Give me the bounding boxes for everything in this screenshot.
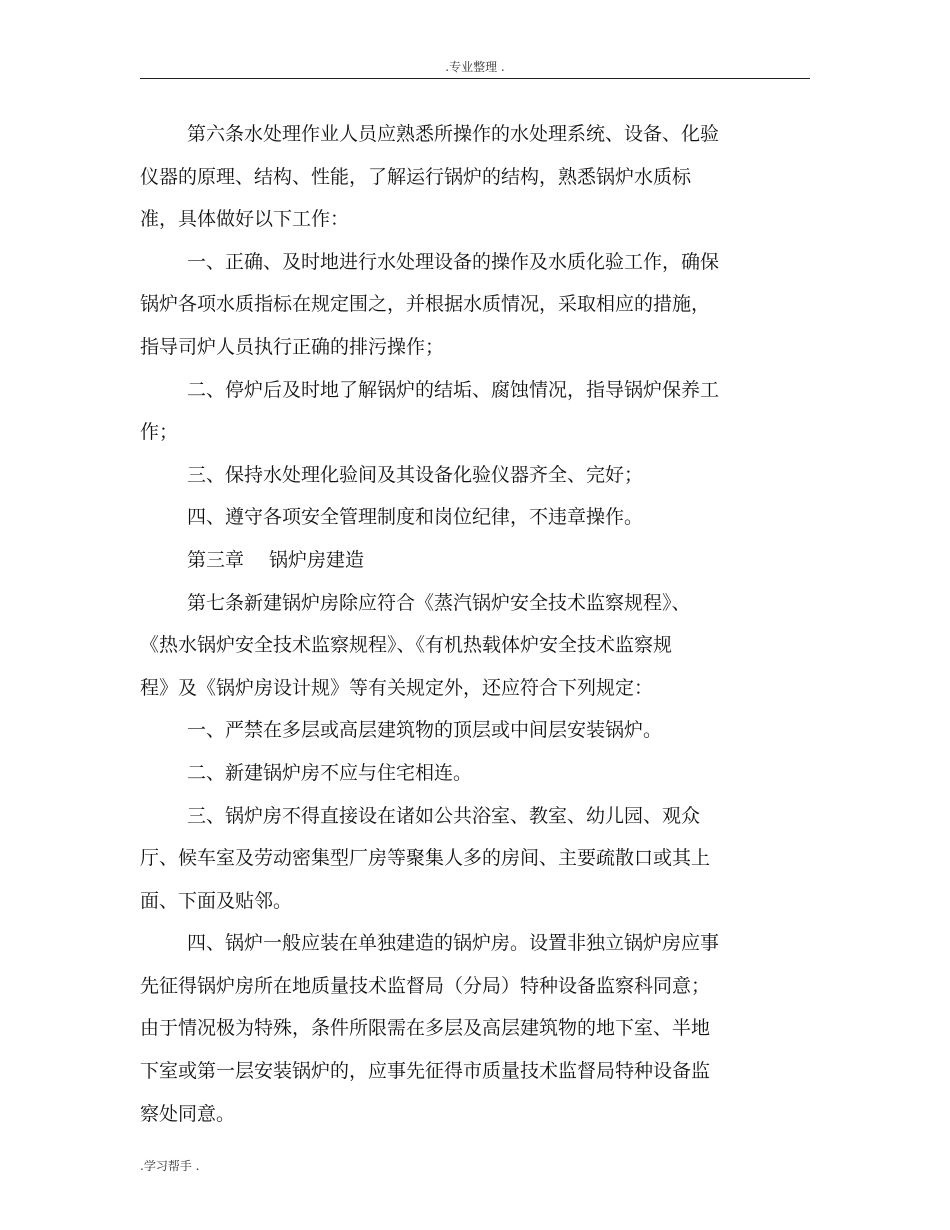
header-text: .专业整理 . [445, 60, 505, 74]
paragraph [140, 369, 760, 454]
text-line: 程》及《锅炉房设计规》等有关规定外，还应符合下列规定： [140, 676, 654, 699]
paragraph [140, 113, 760, 241]
text-line: 《热水锅炉安全技术监察规程》、《有机热载体炉安全技术监察规 [140, 634, 673, 657]
paragraph [140, 582, 760, 710]
text-line: 二、新建锅炉房不应与住宅相连。 [187, 761, 473, 784]
text-line: 下室或第一层安装锅炉的，应事先征得市质量技术监督局特种设备监 [140, 1060, 711, 1083]
document-body [140, 113, 760, 1135]
paragraph [140, 539, 760, 582]
paragraph [140, 454, 760, 497]
text-line: 作； [140, 421, 179, 444]
text-line: 仪器的原理、结构、性能，了解运行锅炉的结构，熟悉锅炉水质标 [140, 165, 692, 188]
paragraph [140, 795, 760, 923]
text-line: 一、正确、及时地进行水处理设备的操作及水质化验工作，确保 [187, 250, 720, 273]
text-line: 三、保持水处理化验间及其设备化验仪器齐全、完好； [187, 463, 644, 486]
paragraph [140, 496, 760, 539]
text-line: 指导司炉人员执行正确的排污操作； [140, 335, 445, 358]
text-line: 准，具体做好以下工作： [140, 208, 350, 231]
page-header [140, 56, 810, 79]
paragraph [140, 709, 760, 752]
text-line: 面、下面及贴邻。 [140, 889, 293, 912]
text-line: 三、锅炉房不得直接设在诸如公共浴室、教室、幼儿园、观众 [187, 804, 701, 827]
text-line: 二、停炉后及时地了解锅炉的结垢、腐蚀情况，指导锅炉保养工 [187, 378, 720, 401]
paragraph [140, 922, 760, 1135]
paragraph [140, 752, 760, 795]
text-line: 四、锅炉一般应装在单独建造的锅炉房。设置非独立锅炉房应事 [187, 932, 720, 955]
text-line: 第六条水处理作业人员应熟悉所操作的水处理系统、设备、化验 [187, 123, 720, 145]
text-line: 第三章 锅炉房建造 [187, 548, 365, 571]
text-line: 由于情况极为特殊，条件所限需在多层及高层建筑物的地下室、半地 [140, 1017, 711, 1040]
text-line: 察处同意。 [140, 1102, 236, 1125]
text-line: 一、严禁在多层或高层建筑物的顶层或中间层安装锅炉。 [187, 719, 663, 742]
text-line: 先征得锅炉房所在地质量技术监督局（分局）特种设备监察科同意； [140, 974, 711, 997]
page-footer: .学习帮手 . [140, 1159, 200, 1173]
text-line: 锅炉各项水质指标在规定围之，并根据水质情况，采取相应的措施， [140, 293, 711, 316]
text-line: 厅、候车室及劳动密集型厂房等聚集人多的房间、主要疏散口或其上 [140, 847, 711, 870]
text-line: 第七条新建锅炉房除应符合《蒸汽锅炉安全技术监察规程》、 [187, 591, 691, 614]
text-line: 四、遵守各项安全管理制度和岗位纪律，不违章操作。 [187, 506, 644, 529]
paragraph [140, 241, 760, 369]
